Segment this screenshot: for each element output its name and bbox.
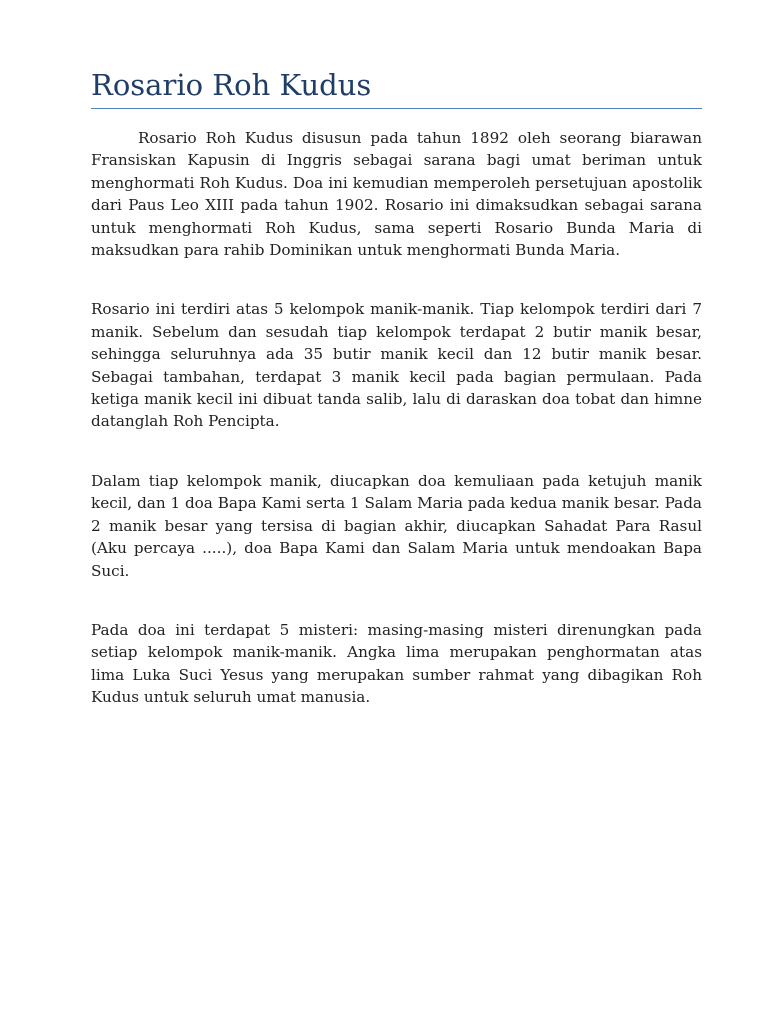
paragraph-2: Rosario ini terdiri atas 5 kelompok manik-manik. Tiap kelompok terdiri dari 7 manik. Sebelum dan sesudah tiap kelompok terdapat 2 butir manik besar, sehingga seluruhnya ada 35 butir manik kecil dan 12 butir manik besar. Sebagai tambahan, terdapat 3 manik kecil pada bagian permulaan. Pada ketiga manik kecil ini dibuat tanda salib, lalu di daraskan doa tobat dan himne datanglah Roh Pencipta.	[91, 300, 702, 431]
page-title: Rosario Roh Kudus	[91, 68, 372, 102]
title-underline-rule	[91, 108, 702, 109]
paragraph-3: Dalam tiap kelompok manik, diucapkan doa kemuliaan pada ketujuh manik kecil, dan 1 doa Bapa Kami serta 1 Salam Maria pada kedua manik besar. Pada 2 manik besar yang tersisa di bagian akhir, diucapkan Sahadat Para Rasul (Aku percaya .....), doa Bapa Kami dan Salam Maria untuk mendoakan Bapa Suci.	[91, 471, 702, 580]
paragraph-1: Rosario Roh Kudus disusun pada tahun 1892 oleh seorang biarawan Fransiskan Kapusin di Inggris sebagai sarana bagi umat beriman untuk menghormati Roh Kudus. Doa ini kemudian memperoleh persetujuan apostolik dari Paus Leo XIII pada tahun 1902. Rosario ini dimaksudkan sebagai sarana untuk menghormati Roh Kudus, sama seperti Rosario Bunda Maria di maksudkan para rahib Dominikan untuk menghormati Bunda Maria.	[91, 129, 702, 260]
paragraph-4: Pada doa ini terdapat 5 misteri: masing-masing misteri direnungkan pada setiap kelompok manik-manik. Angka lima merupakan penghormatan atas lima Luka Suci Yesus yang merupakan sumber rahmat yang dibagikan Roh Kudus untuk seluruh umat manusia.	[91, 620, 702, 707]
document-page	[91, 0, 702, 1024]
